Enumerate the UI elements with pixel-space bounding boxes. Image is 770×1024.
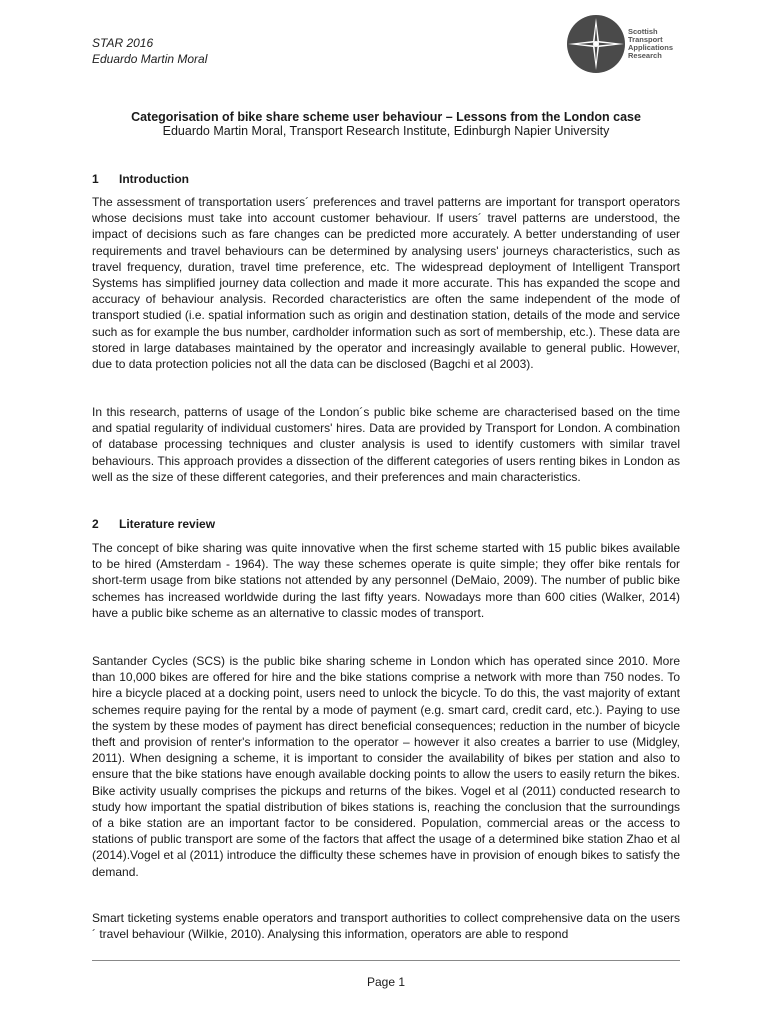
paragraph: Smart ticketing systems enable operators and transport authorities to collect comprehensive data on the users´ travel behaviour (Wilkie, 2010). Analysing this information, operators are able to respond xyxy=(92,911,680,942)
section-number: 1 xyxy=(92,172,99,186)
star-logo xyxy=(566,14,686,74)
conference-name: STAR 2016 xyxy=(92,36,154,50)
paragraph: The assessment of transportation users´ preferences and travel patterns are important for transport operators whose decisions must take into account customer behaviour. If users´ travel patterns are understood, the impact of decisions such as fare changes can be predicted more accurately. A better understanding of user requirements and travel behaviours can be determined by analysing users' journeys characteristics, such as travel frequency, duration, travel time preference, etc. The widespread deployment of Intelligent Transport Systems has simplified journey data collection and made it more accurate. This has expanded the scope and accuracy of behaviour analysis. Recorded characteristics are often the same independent of the mode of transport studied (i.e. spatial information such as origin and destination station, details of the mode and service such as for example the bus number, cardholder information such as sort of membership, etc.). These data are stored in large databases maintained by the operator and increasingly available to general public. However, due to data protection policies not all the data can be disclosed (Bagchi et al 2003). xyxy=(92,195,680,372)
section-title: Introduction xyxy=(119,172,189,186)
star-logo-mark-icon xyxy=(566,14,628,74)
section-heading-introduction xyxy=(92,172,189,187)
paper-author-affiliation: Eduardo Martin Moral, Transport Research Institute, Edinburgh Napier University xyxy=(162,124,610,138)
running-header xyxy=(92,35,207,67)
footer-divider xyxy=(92,960,680,961)
header-author: Eduardo Martin Moral xyxy=(92,52,208,66)
logo-line: Applications xyxy=(628,43,674,52)
section-title: Literature review xyxy=(119,517,216,531)
page-number: Page 1 xyxy=(366,975,406,989)
paragraph: Santander Cycles (SCS) is the public bike sharing scheme in London which has operated since 2010. More than 10,000 bikes are offered for hire and the bike stations comprise a network with more than 750 nodes. To hire a bicycle placed at a docking point, users need to unlock the bicycle. To do this, the vast majority of extant schemes require paying for the rental by a mode of payment (e.g. smart card, credit card, etc.). Paying to use the system by these modes of payment has direct beneficial consequences; reduction in the number of bicycle theft and provision of renter's information to the operator – however it also creates a barrier to use (Midgley, 2011). When designing a scheme, it is important to consider the availability of bikes per station and also to ensure that the bike stations have enough available docking points to allow the users to easily return the bikes. Bike activity usually comprises the pickups and returns of the bikes. Vogel et al (2011) conducted research to study how important the spatial distribution of bikes stations is, reaching the conclusion that the surroundings of a bike station are an important factor to be considered. Population, commercial areas or the access to stations of public transport are some of the factors that affect the usage of a determined bike station Zhao et al (2014).Vogel et al (2011) introduce the difficulty these schemes have in provision of enough bikes to satisfy the demand. xyxy=(92,654,680,879)
logo-line: Scottish xyxy=(628,27,658,36)
paper-title: Categorisation of bike share scheme user behaviour – Lessons from the London case xyxy=(131,110,641,124)
logo-line: Transport xyxy=(628,35,663,44)
paragraph: In this research, patterns of usage of the London´s public bike scheme are characterised based on the time and spatial regularity of individual customers' hires. Data are provided by Transport for London. A combination of database processing techniques and cluster analysis is used to identify customers with similar travel behaviours. This approach provides a dissection of the different categories of users renting bikes in London as well as the size of these different categories, and their preferences and main characteristics. xyxy=(92,405,680,484)
section-number: 2 xyxy=(92,517,99,531)
section-heading-literature-review xyxy=(92,517,215,532)
logo-text xyxy=(628,28,686,60)
logo-line: Research xyxy=(628,51,662,60)
paragraph: The concept of bike sharing was quite innovative when the first scheme started with 15 public bikes available to be hired (Amsterdam - 1964). The way these schemes operate is quite simple; they offer bike rentals for short-term usage from bike stations not attended by any personnel (DeMaio, 2009). The number of public bike schemes has increased worldwide during the last fifty years. Nowadays more than 600 cities (Walker, 2014) have a public bike scheme as an alternative to classic modes of transport. xyxy=(92,541,680,620)
